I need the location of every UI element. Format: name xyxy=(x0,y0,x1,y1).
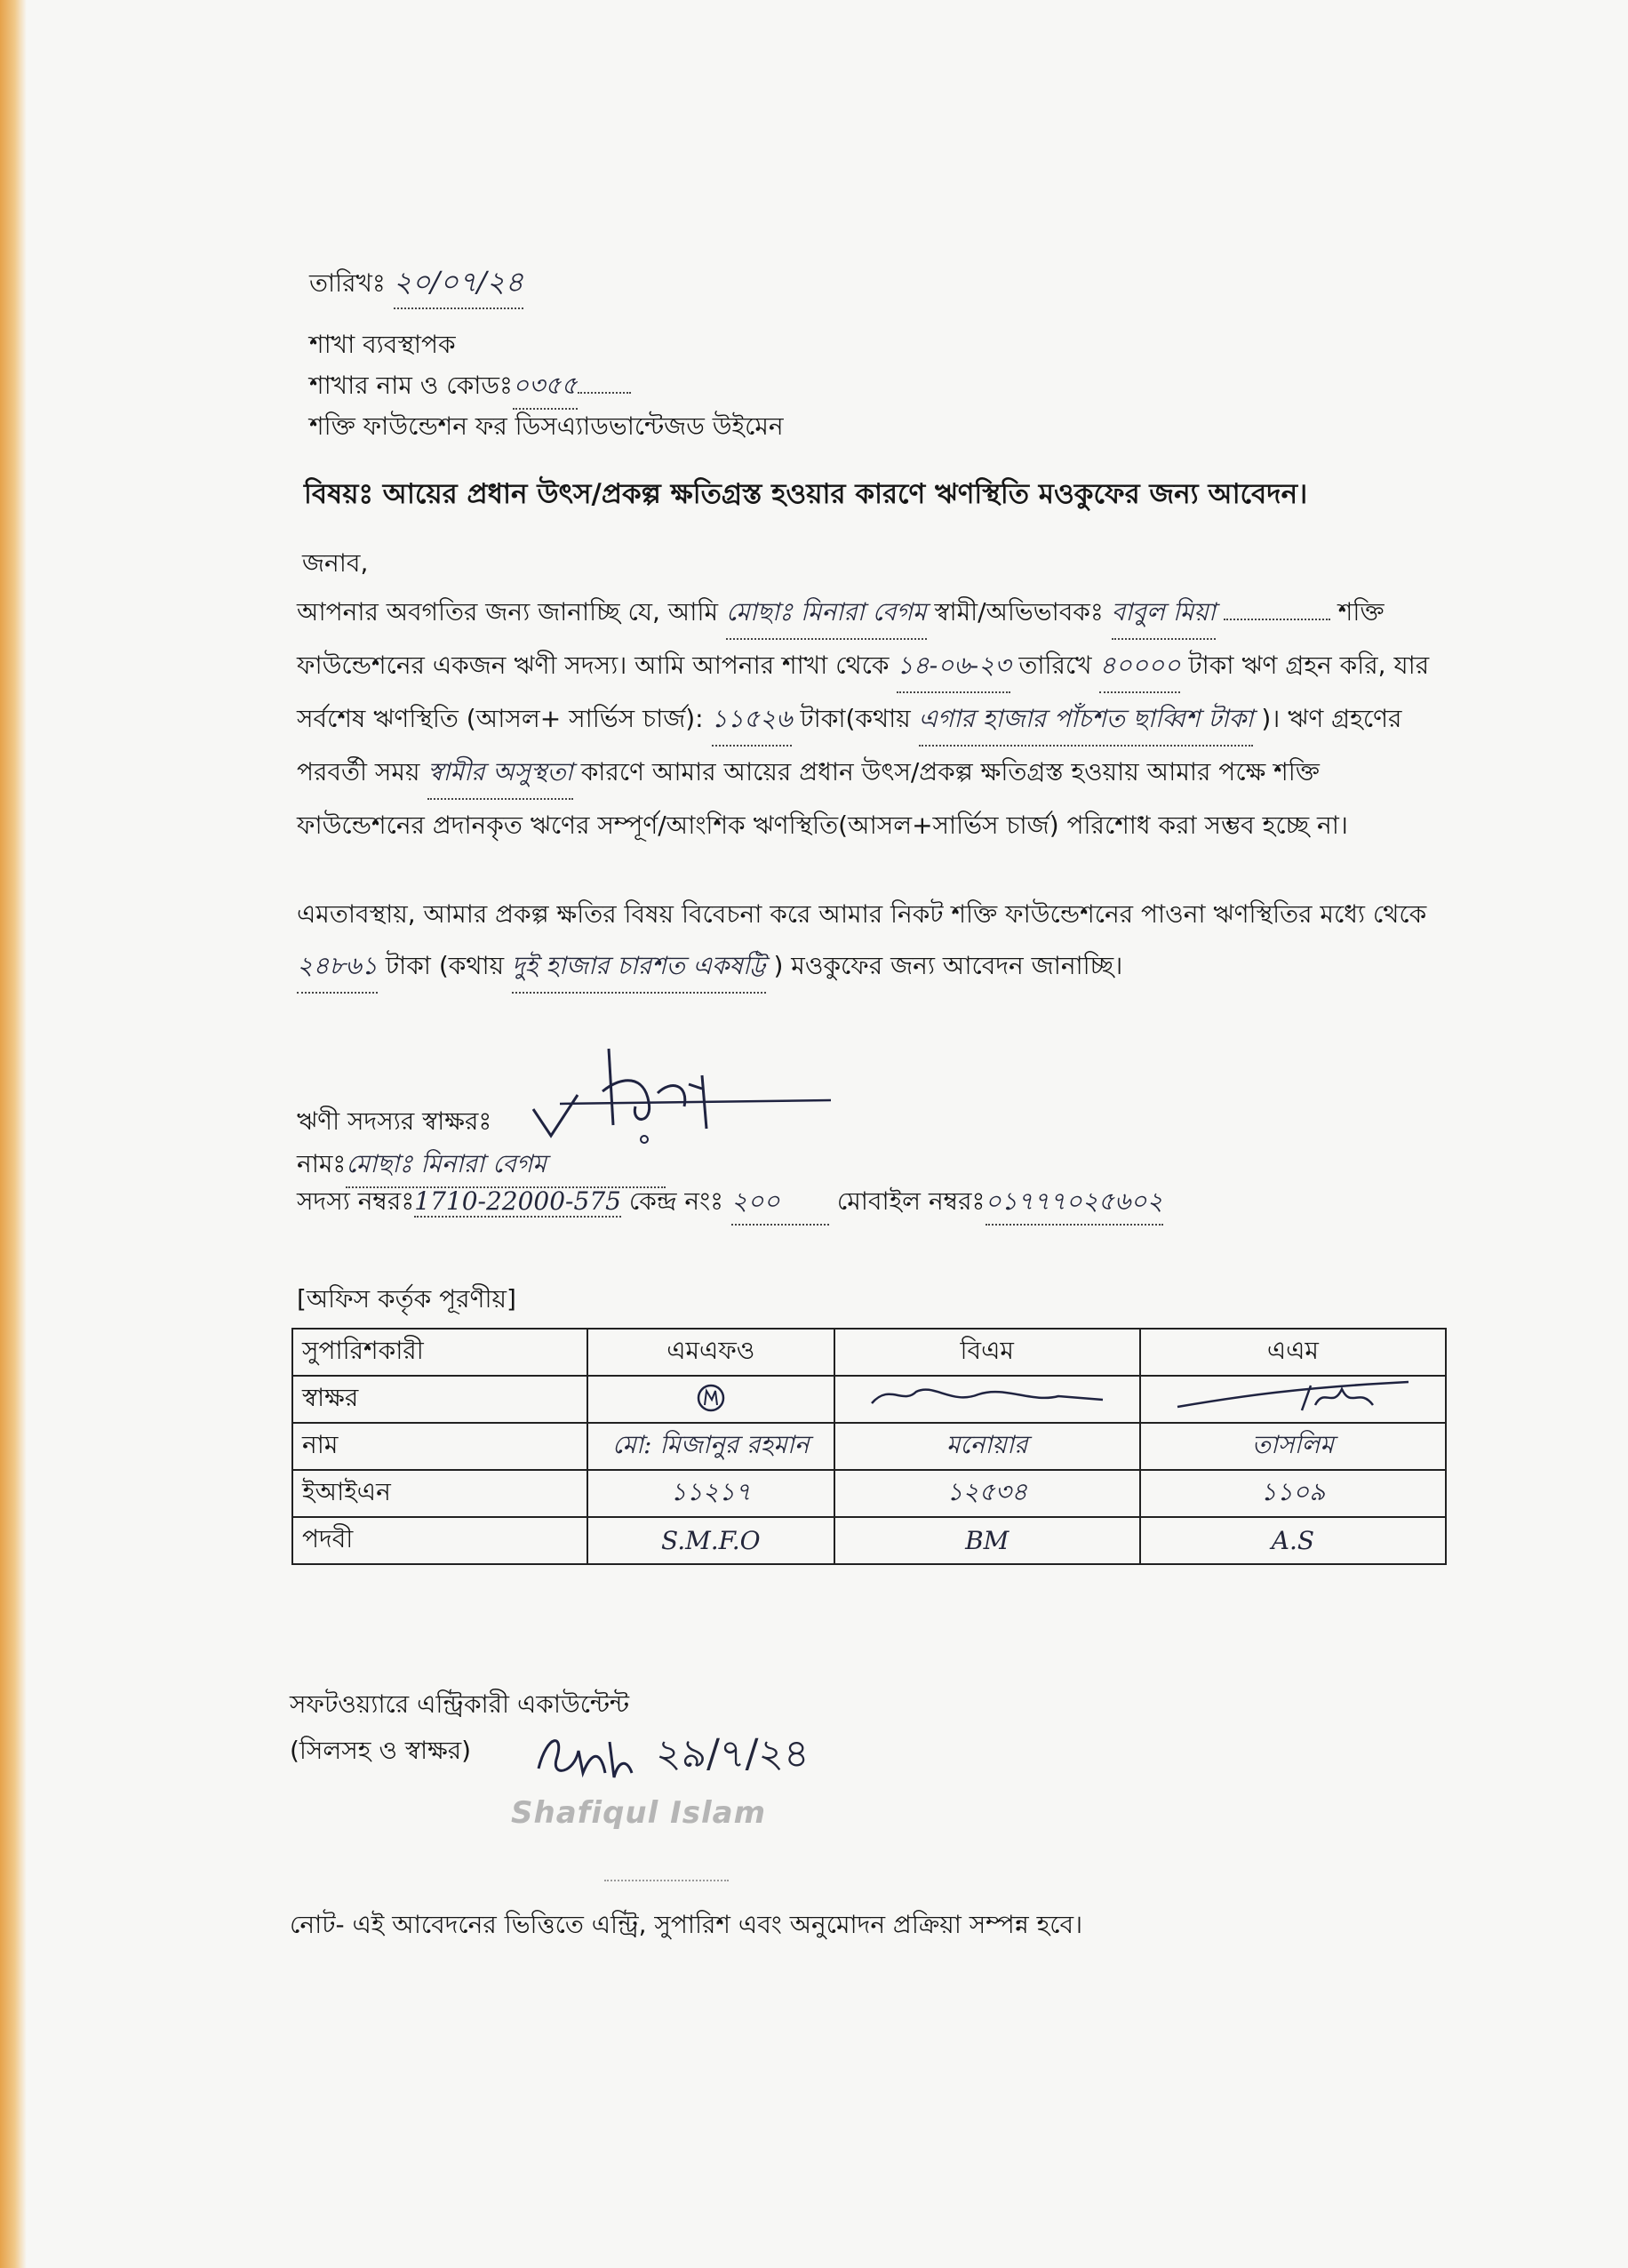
am-name: তাসলিম xyxy=(1140,1423,1446,1470)
subject-line: বিষয়ঃ আয়ের প্রধান উৎস/প্রকল্প ক্ষতিগ্রস্ত হওয়ার কারণে ঋণস্থিতি মওকুফের জন্য আবেদন। xyxy=(304,478,1308,510)
mfo-ein: ১১২১৭ xyxy=(587,1470,834,1517)
guardian-name-handwritten: বাবুল মিয়া xyxy=(1112,587,1216,640)
mfo-name: মো: মিজানুর রহমান xyxy=(587,1423,834,1470)
waive-words-handwritten: দুই হাজার চারশত একষট্টি xyxy=(512,940,766,994)
body-paragraph-1 xyxy=(297,587,1452,851)
page-edge-strip xyxy=(0,0,27,2268)
body-text: টাকা(কথায় xyxy=(800,704,911,733)
row-label: নাম xyxy=(292,1423,587,1470)
body-text: স্বামী/অভিভাবকঃ xyxy=(934,597,1104,627)
body-text: তারিখে xyxy=(1018,651,1092,680)
addressee-line-3: শক্তি ফাউন্ডেশন ফর ডিসএ্যাডভান্টেজড উইমেন xyxy=(309,411,784,441)
footer-note: নোট- এই আবেদনের ভিত্তিতে এন্ট্রি, সুপারিশ এবং অনুমোদন প্রক্রিয়া সম্পন্ন হবে। xyxy=(290,1910,1083,1939)
bm-ein: ১২৫৩৪ xyxy=(834,1470,1140,1517)
accountant-signature xyxy=(530,1724,636,1786)
waive-amount-handwritten: ২৪৮৬১ xyxy=(297,940,378,994)
loan-date-handwritten: ১৪-০৬-২৩ xyxy=(897,640,1010,693)
body-text: শক্তি ফাউন্ডেশনের একজন ঋণী সদস্য। আমি আপনার শাখা থেকে xyxy=(297,597,1385,680)
table-row xyxy=(292,1470,1446,1517)
center-label: কেন্দ্র নং xyxy=(628,1186,724,1216)
bm-designation: BM xyxy=(834,1517,1140,1564)
table-row xyxy=(292,1517,1446,1564)
body-text: কারণে আমার আয়ের প্রধান উৎস/প্রকল্প ক্ষতিগ্রস্ত হওয়ায় আমার পক্ষে শক্তি ফাউন্ডেশনের প্রদানকৃত ঋণের সম্পূর্ণ/আংশিক ঋণস্থিতি(আসল+সার্ভিস চার্জ) পরিশোধ করা সম্ভব হচ্ছে না। xyxy=(297,757,1348,840)
recommendation-table xyxy=(291,1328,1447,1565)
member-name-label: নামঃ xyxy=(297,1149,347,1178)
row-label: ইআইএন xyxy=(292,1470,587,1517)
date-value: ২০/০৭/২৪ xyxy=(394,260,523,309)
table-header-cell: এএম xyxy=(1140,1329,1446,1376)
salutation: জনাব, xyxy=(302,548,369,578)
table-row xyxy=(292,1423,1446,1470)
table-header-cell: সুপারিশকারী xyxy=(292,1329,587,1376)
row-label: স্বাক্ষর xyxy=(292,1376,587,1423)
office-use-title: [অফিস কর্তৃক পূরণীয়] xyxy=(297,1284,516,1314)
body-text: আপনার অবগতির জন্য জানাচ্ছি যে, আমি xyxy=(297,597,719,627)
branch-code-value: ০৩৫৫ xyxy=(513,366,578,410)
signature-cell xyxy=(1140,1376,1446,1423)
accountant-stamp: Shafiqul Islam xyxy=(511,1795,767,1831)
table-header-row xyxy=(292,1329,1446,1376)
body-text: ) মওকুফের জন্য আবেদন জানাচ্ছি। xyxy=(773,951,1123,980)
member-signature xyxy=(524,1040,844,1155)
center-number-handwritten: ২০০ xyxy=(731,1182,829,1226)
body-paragraph-2 xyxy=(297,889,1452,994)
signature-cell xyxy=(834,1376,1140,1423)
body-text: টাকা ঋণ গ্রহন করি, যার সর্বশেষ ঋণস্থিতি (আসল+ সার্ভিস চার্জ): xyxy=(297,651,1430,733)
addressee-line-2 xyxy=(309,366,631,410)
signature-cell xyxy=(587,1376,834,1423)
table-row xyxy=(292,1376,1446,1423)
body-text: এমতাবস্থায়, আমার প্রকল্প ক্ষতির বিষয় বিবেচনা করে আমার নিকট শক্তি ফাউন্ডেশনের পাওনা ঋণস্থিতির মধ্যে থেকে xyxy=(297,899,1427,929)
bm-signature xyxy=(863,1378,1112,1414)
member-signature-label: ঋণী সদস্যর স্বাক্ষরঃ xyxy=(297,1106,492,1136)
am-designation: A.S xyxy=(1140,1517,1446,1564)
body-text: টাকা (কথায় xyxy=(385,951,505,980)
row-label: পদবী xyxy=(292,1517,587,1564)
stamp-faint-line xyxy=(604,1880,729,1881)
addressee-line-1: শাখা ব্যবস্থাপক xyxy=(309,330,456,359)
bm-name: মনোয়ার xyxy=(834,1423,1140,1470)
member-name-handwritten: মোছাঃ মিনারা বেগম xyxy=(346,1145,666,1188)
member-number-label: সদস্য নম্বরঃ xyxy=(297,1186,415,1216)
dotted-filler xyxy=(578,392,631,394)
am-signature xyxy=(1169,1378,1417,1414)
am-ein: ১১০৯ xyxy=(1140,1470,1446,1517)
mobile-number-handwritten: ০১৭৭৭০২৫৬০২ xyxy=(986,1182,1163,1226)
mfo-designation: S.M.F.O xyxy=(587,1517,834,1564)
member-name-handwritten: মোছাঃ মিনারা বেগম xyxy=(726,587,927,640)
body-text: )। ঋণ গ্রহণের পরবর্তী সময় xyxy=(297,704,1402,787)
accountant-title: সফটওয়্যারে এন্ট্রিকারী একাউন্টেন্ট xyxy=(290,1689,630,1719)
table-header-cell: এমএফও xyxy=(587,1329,834,1376)
accountant-date-handwritten: ২৯/৭/২৪ xyxy=(656,1731,810,1777)
branch-code-label: শাখার নাম ও কোডঃ xyxy=(309,371,513,400)
member-number-handwritten: 1710-22000-575 xyxy=(414,1186,621,1216)
mobile-label: মোবাইল নম্বরঃ xyxy=(836,1186,986,1216)
loan-amount-handwritten: ৪০০০০ xyxy=(1099,640,1180,693)
balance-handwritten: ১১৫২৬ xyxy=(712,693,793,747)
member-signature-line xyxy=(297,1102,491,1144)
accountant-seal-label: (সিলসহ ও স্বাক্ষর) xyxy=(290,1736,472,1765)
date-line xyxy=(309,260,523,309)
mfo-signature xyxy=(680,1378,742,1414)
date-label: তারিখঃ xyxy=(309,268,386,298)
table-header-cell: বিএম xyxy=(834,1329,1140,1376)
member-number-line: সদস্য নম্বরঃ1710-22000-575 কেন্দ্র নংঃ ২০০ মোবাইল নম্বরঃ০১৭৭৭০২৫৬০২ xyxy=(297,1182,1163,1226)
dotted-filler xyxy=(1224,619,1330,620)
balance-words-handwritten: এগার হাজার পাঁচশত ছাব্বিশ টাকা xyxy=(919,693,1254,747)
cause-handwritten: স্বামীর অসুস্থতা xyxy=(427,747,572,800)
